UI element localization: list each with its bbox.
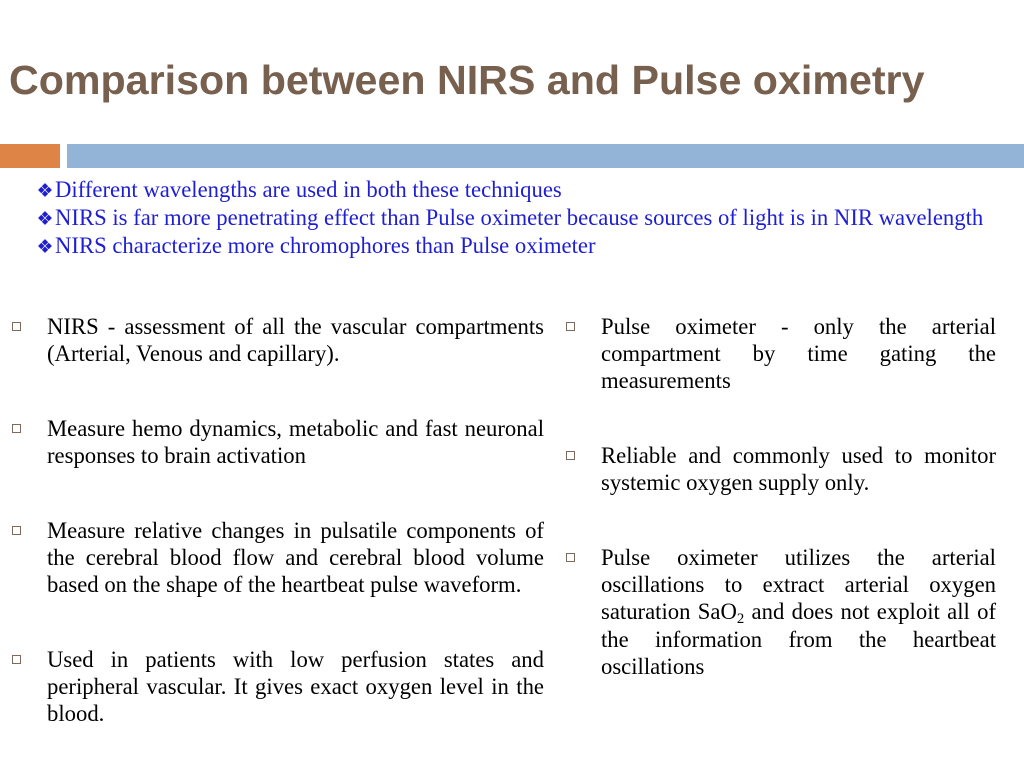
title-accent-bar-blue	[67, 144, 1024, 168]
hollow-square-bullet-icon	[566, 322, 575, 331]
key-point-item	[38, 176, 983, 204]
item-line: the cerebral blood flow and cerebral blood volume	[47, 544, 544, 570]
line-text-before-subscript: saturation SaO	[601, 599, 737, 625]
pulse-oximetry-column	[566, 313, 996, 680]
hollow-square-bullet-icon	[566, 553, 575, 562]
hollow-square-bullet-icon	[12, 655, 21, 664]
key-point-item	[38, 204, 983, 232]
item-line: oscillations to extract arterial oxygen	[601, 572, 996, 598]
comparison-item	[566, 442, 996, 496]
item-line: peripheral vascular. It gives exact oxygen level in the	[47, 674, 544, 699]
line-text-after-subscript: and does not exploit all of	[744, 599, 997, 625]
item-line: NIRS - assessment of all the vascular compartments	[47, 314, 544, 339]
comparison-item	[12, 517, 544, 599]
hollow-square-bullet-icon	[12, 424, 21, 433]
key-point-text: Different wavelengths are used in both these techniques	[55, 177, 562, 202]
comparison-item	[12, 646, 544, 728]
item-line: Used in patients with low perfusion states and	[47, 646, 544, 672]
item-line: oscillations	[601, 653, 705, 679]
hollow-square-bullet-icon	[12, 322, 21, 331]
slide-title: Comparison between NIRS and Pulse oximetry	[9, 57, 925, 103]
subscript-2: 2	[736, 611, 745, 628]
item-line-with-subscript	[601, 598, 997, 628]
key-point-text: NIRS characterize more chromophores than Pulse oximeter	[55, 233, 596, 258]
comparison-item	[12, 415, 544, 469]
title-accent-bar-orange	[0, 144, 60, 168]
item-line: compartment by time gating the	[601, 341, 996, 367]
key-point-text: NIRS is far more penetrating effect than Pulse oximeter because sources of light is in NIR wavelength	[55, 205, 984, 230]
diamond-bullet-icon	[38, 211, 52, 225]
diamond-bullet-icon	[38, 239, 52, 253]
item-line: Reliable and commonly used to monitor	[601, 443, 996, 469]
hollow-square-bullet-icon	[566, 451, 575, 460]
diamond-bullet-icon	[38, 183, 52, 197]
hollow-square-bullet-icon	[12, 526, 21, 535]
item-line: Pulse oximeter - only the arterial	[601, 314, 996, 339]
nirs-column	[12, 313, 544, 727]
item-line: (Arterial, Venous and capillary).	[47, 341, 340, 367]
item-line: Pulse oximeter utilizes the arterial	[601, 544, 996, 570]
item-line: responses to brain activation	[47, 443, 306, 469]
key-points-list	[38, 176, 983, 260]
item-line: the information from the heartbeat	[601, 626, 996, 652]
comparison-item	[566, 544, 996, 680]
item-line: blood.	[47, 701, 105, 727]
item-line: Measure hemo dynamics, metabolic and fast neuronal	[47, 415, 544, 441]
item-line: systemic oxygen supply only.	[601, 470, 870, 496]
key-point-item	[38, 232, 983, 260]
item-line: based on the shape of the heartbeat pulse waveform.	[47, 572, 522, 598]
comparison-item	[566, 313, 996, 395]
comparison-item	[12, 313, 544, 367]
item-line: measurements	[601, 368, 731, 394]
item-line: Measure relative changes in pulsatile components of	[47, 517, 544, 543]
